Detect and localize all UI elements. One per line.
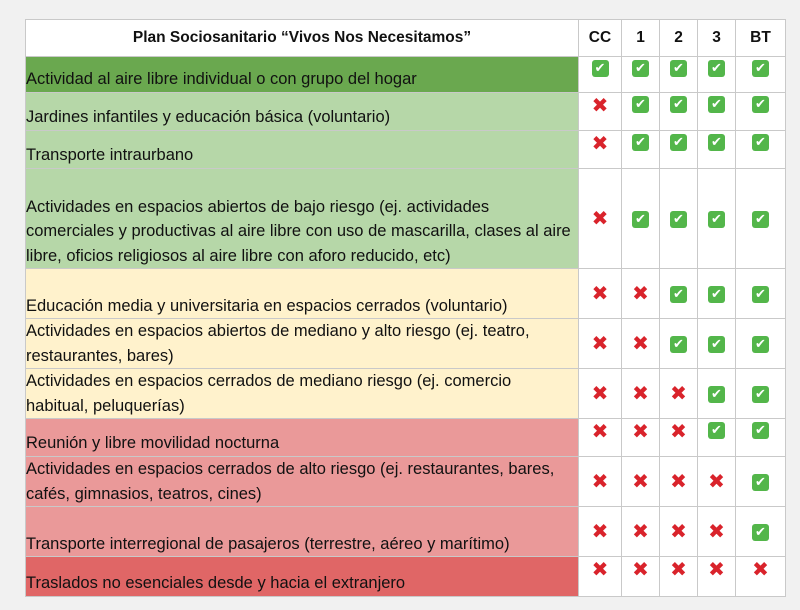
activity-label: Actividad al aire libre individual o con grupo del hogar: [26, 57, 579, 93]
cross-mark-icon: ✖: [591, 280, 609, 305]
check-mark-icon: ✔: [752, 60, 769, 77]
table-row: [26, 557, 786, 597]
mark-cell: [698, 419, 736, 457]
check-mark-icon: ✔: [752, 474, 769, 491]
check-mark-icon: ✔: [752, 422, 769, 439]
table-header-row: [26, 20, 786, 57]
mark-cell: [736, 557, 786, 597]
cross-mark-icon: ✖: [632, 419, 649, 443]
mark-cell: [622, 457, 660, 507]
mark-cell: [698, 369, 736, 419]
cross-mark-icon: ✖: [670, 419, 687, 443]
table-row: [26, 93, 786, 131]
check-mark-icon: ✔: [708, 211, 725, 228]
mark-cell: [698, 57, 736, 93]
mark-cell: [579, 319, 622, 369]
cross-mark-icon: ✖: [591, 518, 609, 543]
activity-label: Actividades en espacios cerrados de alto riesgo (ej. restaurantes, bares, cafés, gimnasios, teatros, cines): [26, 457, 579, 507]
activity-label: Traslados no esenciales desde y hacia el extranjero: [26, 557, 579, 597]
mark-cell: [736, 57, 786, 93]
mark-cell: [579, 557, 622, 597]
mark-cell: [579, 93, 622, 131]
cross-mark-icon: ✖: [591, 468, 609, 493]
mark-cell: [660, 57, 698, 93]
activity-label: Actividades en espacios cerrados de mediano riesgo (ej. comercio habitual, peluquerías): [26, 369, 579, 419]
check-mark-icon: ✔: [670, 211, 687, 228]
mark-cell: [579, 269, 622, 319]
mark-cell: [660, 93, 698, 131]
cross-mark-icon: ✖: [591, 419, 609, 443]
mark-cell: [622, 369, 660, 419]
check-mark-icon: ✔: [752, 96, 769, 113]
activity-label: Actividades en espacios abiertos de mediano y alto riesgo (ej. teatro, restaurantes, bares): [26, 319, 579, 369]
mark-cell: [698, 557, 736, 597]
cross-mark-icon: ✖: [632, 330, 649, 355]
mark-cell: [622, 131, 660, 169]
mark-cell: [698, 507, 736, 557]
mark-cell: [622, 507, 660, 557]
table-row: [26, 369, 786, 419]
cross-mark-icon: ✖: [591, 380, 609, 405]
cross-mark-icon: ✖: [591, 93, 609, 117]
check-mark-icon: ✔: [752, 134, 769, 151]
table-row: [26, 57, 786, 93]
check-mark-icon: ✔: [592, 60, 609, 77]
mark-cell: [660, 369, 698, 419]
mark-cell: [698, 169, 736, 269]
phase-activity-table: [25, 19, 786, 597]
mark-cell: [698, 319, 736, 369]
cross-mark-icon: ✖: [670, 380, 687, 405]
mark-cell: [660, 131, 698, 169]
mark-cell: [579, 507, 622, 557]
mark-cell: [660, 319, 698, 369]
check-mark-icon: ✔: [708, 386, 725, 403]
cross-mark-icon: ✖: [632, 468, 649, 493]
check-mark-icon: ✔: [670, 134, 687, 151]
activity-label: Jardines infantiles y educación básica (voluntario): [26, 93, 579, 131]
table-row: [26, 419, 786, 457]
mark-cell: [736, 457, 786, 507]
check-mark-icon: ✔: [632, 96, 649, 113]
check-mark-icon: ✔: [752, 386, 769, 403]
mark-cell: [622, 557, 660, 597]
mark-cell: [736, 319, 786, 369]
mark-cell: [736, 507, 786, 557]
cross-mark-icon: ✖: [591, 557, 609, 581]
mark-cell: [698, 269, 736, 319]
activity-label: Transporte interregional de pasajeros (terrestre, aéreo y marítimo): [26, 507, 579, 557]
cross-mark-icon: ✖: [591, 131, 609, 155]
table-row: [26, 457, 786, 507]
mark-cell: [622, 93, 660, 131]
mark-cell: [736, 419, 786, 457]
cross-mark-icon: ✖: [632, 380, 649, 405]
table-title: Plan Sociosanitario “Vivos Nos Necesitamos”: [26, 20, 579, 57]
cross-mark-icon: ✖: [708, 518, 725, 543]
activity-label: Reunión y libre movilidad nocturna: [26, 419, 579, 457]
check-mark-icon: ✔: [708, 286, 725, 303]
cross-mark-icon: ✖: [632, 280, 649, 305]
check-mark-icon: ✔: [670, 96, 687, 113]
mark-cell: [660, 169, 698, 269]
mark-cell: [622, 419, 660, 457]
check-mark-icon: ✔: [670, 60, 687, 77]
table-row: [26, 131, 786, 169]
check-mark-icon: ✔: [752, 524, 769, 541]
cross-mark-icon: ✖: [670, 518, 687, 543]
table-row: [26, 169, 786, 269]
check-mark-icon: ✔: [752, 211, 769, 228]
activity-label: Educación media y universitaria en espacios cerrados (voluntario): [26, 269, 579, 319]
check-mark-icon: ✔: [708, 336, 725, 353]
check-mark-icon: ✔: [752, 336, 769, 353]
mark-cell: [660, 507, 698, 557]
mark-cell: [736, 93, 786, 131]
column-header-cc: CC: [579, 20, 622, 57]
mark-cell: [660, 269, 698, 319]
check-mark-icon: ✔: [670, 336, 687, 353]
cross-mark-icon: ✖: [591, 330, 609, 355]
cross-mark-icon: ✖: [632, 557, 649, 581]
table-row: [26, 319, 786, 369]
mark-cell: [736, 369, 786, 419]
mark-cell: [660, 557, 698, 597]
table-row: [26, 507, 786, 557]
check-mark-icon: ✔: [670, 286, 687, 303]
mark-cell: [622, 319, 660, 369]
cross-mark-icon: ✖: [632, 518, 649, 543]
mark-cell: [698, 457, 736, 507]
mark-cell: [736, 169, 786, 269]
mark-cell: [660, 419, 698, 457]
mark-cell: [698, 93, 736, 131]
mark-cell: [622, 57, 660, 93]
mark-cell: [736, 131, 786, 169]
cross-mark-icon: ✖: [591, 205, 609, 230]
check-mark-icon: ✔: [632, 134, 649, 151]
column-header-bt: BT: [736, 20, 786, 57]
mark-cell: [579, 131, 622, 169]
cross-mark-icon: ✖: [752, 557, 769, 581]
cross-mark-icon: ✖: [670, 557, 687, 581]
mark-cell: [622, 169, 660, 269]
mark-cell: [579, 457, 622, 507]
mark-cell: [579, 57, 622, 93]
table-row: [26, 269, 786, 319]
activity-label: Transporte intraurbano: [26, 131, 579, 169]
check-mark-icon: ✔: [752, 286, 769, 303]
column-header-3: 3: [698, 20, 736, 57]
mark-cell: [736, 269, 786, 319]
check-mark-icon: ✔: [632, 60, 649, 77]
activity-label: Actividades en espacios abiertos de bajo riesgo (ej. actividades comerciales y productivas al aire libre con uso de mascarilla, clases al aire libre, oficios religiosos al aire libre con aforo reducido, etc): [26, 169, 579, 269]
mark-cell: [579, 419, 622, 457]
column-header-2: 2: [660, 20, 698, 57]
mark-cell: [698, 131, 736, 169]
mark-cell: [660, 457, 698, 507]
cross-mark-icon: ✖: [708, 557, 725, 581]
cross-mark-icon: ✖: [708, 468, 725, 493]
column-header-1: 1: [622, 20, 660, 57]
check-mark-icon: ✔: [708, 134, 725, 151]
check-mark-icon: ✔: [632, 211, 649, 228]
check-mark-icon: ✔: [708, 60, 725, 77]
check-mark-icon: ✔: [708, 422, 725, 439]
cross-mark-icon: ✖: [670, 468, 687, 493]
mark-cell: [622, 269, 660, 319]
mark-cell: [579, 369, 622, 419]
check-mark-icon: ✔: [708, 96, 725, 113]
mark-cell: [579, 169, 622, 269]
